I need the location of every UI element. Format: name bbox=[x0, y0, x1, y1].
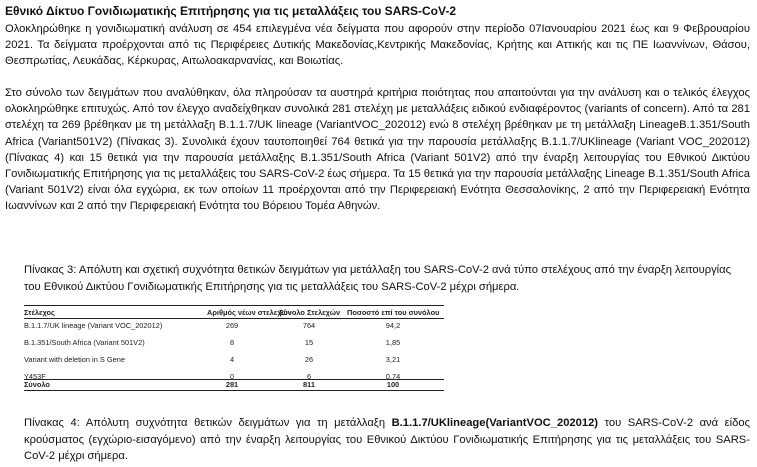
table-row bbox=[24, 319, 444, 336]
results-paragraph: Στο σύνολο των δειγμάτων που αναλύθηκαν, όλα πληρούσαν τα αυστηρά κριτήρια ποιότητας που απαιτούνται για την ανάλυση και ο τελικός έλεγχος ολοκληρώθηκε επιτυχώς. Από τον έλεγχο αναδείχθηκαν συνολικά 281 στελέχη με μεταλλάξεις ειδικού ενδιαφέροντος (variants of concern). Από τα 281 στελέχη τα 269 βρέθηκαν με τη μετάλλαξη B.1.1.7/UK lineage (VariantVOC_202012) ενώ 8 στελέχη βρέθηκαν με τη μετάλλαξη LineageB.1.351/South Africa (Variant501V2) (Πίνακας 3). Συνολικά έχουν ταυτοποιηθεί 764 θετικά για την παρουσία μετάλλαξης B.1.1.7/UKlineage (Variant VOC_202012) (Πίνακας 4) και 15 θετικά για την παρουσία μετάλλαξης B.1.351/South Africa (Variant 501V2) από την έναρξη λειτουργίας του Εθνικού Δικτύου Γονιδιωματικής Επιτήρησης για τις μεταλλάξεις του SARS-CoV-2 έως σήμερα. Τα 15 θετικά για την παρουσία μετάλλαξης Lineage B.1.351/South Africa (Variant 501V2) είναι όλα εγχώρια, εκ των οποίων 11 προέρχονται από την Περιφερειακή Ενότητα Θεσσαλονίκης, 2 από την Περιφερειακή Ενότητα Ιωαννίνων και 2 από την Περιφερειακή Ενότητα του Βόρειου Τομέα Αθηνών. bbox=[5, 87, 750, 213]
variants-table bbox=[24, 305, 444, 391]
cell-total-count: 26 bbox=[304, 355, 314, 364]
cell-strain: B.1.1.7/UK lineage (Variant VOC_202012) bbox=[24, 321, 163, 330]
cell-new-count: 269 bbox=[225, 321, 239, 330]
cell-total-count: 764 bbox=[302, 321, 316, 330]
cell-strain: Variant with deletion in S Gene bbox=[24, 355, 125, 364]
section-title: Εθνικό Δίκτυο Γονιδιωματικής Επιτήρησης για τις μεταλλάξεις του SARS-CoV-2 bbox=[5, 4, 457, 18]
header-percentage: Ποσοστό επί του συνόλου bbox=[347, 308, 440, 317]
cell-new-count: 8 bbox=[229, 338, 235, 347]
table4-caption bbox=[24, 415, 750, 465]
header-total-count: Σύνολο Στελεχών bbox=[279, 308, 341, 317]
cell-new-count: 0 bbox=[229, 372, 235, 381]
table-header-row bbox=[24, 305, 444, 319]
table-row bbox=[24, 336, 444, 353]
table3-caption: Πίνακας 3: Απόλυτη και σχετική συχνότητα θετικών δειγμάτων για μετάλλαξη του SARS-CoV-2 ανά τύπο στελέχους από την έναρξη λειτουργίας του Εθνικού Δικτύου Γονιδιωματικής Επιτήρησης για τις μεταλλάξεις του SARS-CoV-2 μέχρι σήμερα. bbox=[24, 264, 732, 293]
table-total-row bbox=[24, 379, 444, 391]
cell-percentage: 94,2 bbox=[385, 321, 401, 330]
total-new-count: 281 bbox=[225, 380, 239, 389]
table4-caption-end: του SARS-CoV-2 ανά είδος κρούσματος (εγχώριο-εισαγόμενο) από την έναρξη λειτουργίας του Εθνικού Δικτύου Γονιδιωματικής Επιτήρησης για τις μεταλλάξεις του SARS-CoV-2 μέχρι σήμερα. bbox=[24, 417, 750, 462]
total-percentage: 100 bbox=[386, 380, 400, 389]
cell-new-count: 4 bbox=[229, 355, 235, 364]
total-count: 811 bbox=[303, 380, 315, 389]
table4-caption-variant: B.1.1.7/UKlineage(VariantVOC_202012) bbox=[391, 417, 599, 429]
cell-percentage: 1,85 bbox=[385, 338, 401, 347]
intro-paragraph: Ολοκληρώθηκε η γονιδιωματική ανάλυση σε 454 επιλεγμένα νέα δείγματα που αφορούν στην περίοδο 07Ιανουαρίου 2021 έως και 9 Φεβρουαρίου 2021. Τα δείγματα προέρχονται από τις Περιφέρειες Δυτικής Μακεδονίας,Κεντρικής Μακεδονίας, Κρήτης και Αττικής και τις ΠΕ Ιωαννίνων, Θάσου, Θεσπρωτίας, Λευκάδας, Κέρκυρας, Αιτωλοακαρνανίας, και Βοιωτίας. bbox=[5, 23, 750, 68]
table-row bbox=[24, 370, 444, 379]
cell-percentage: 0,74 bbox=[385, 372, 401, 381]
header-strain: Στέλεχος bbox=[24, 308, 55, 317]
cell-percentage: 3,21 bbox=[385, 355, 401, 364]
cell-strain: Y453F bbox=[24, 372, 46, 381]
table-row bbox=[24, 353, 444, 370]
table4-caption-start: Πίνακας 4: Απόλυτη συχνότητα θετικών δειγμάτων για τη μετάλλαξη bbox=[24, 417, 392, 429]
cell-strain: B.1.351/South Africa (Variant 501V2) bbox=[24, 338, 145, 347]
total-label: Σύνολο bbox=[24, 380, 50, 389]
cell-total-count: 15 bbox=[304, 338, 314, 347]
cell-total-count: 6 bbox=[306, 372, 312, 381]
header-new-count: Αριθμός νέων στελεχών bbox=[207, 308, 292, 317]
